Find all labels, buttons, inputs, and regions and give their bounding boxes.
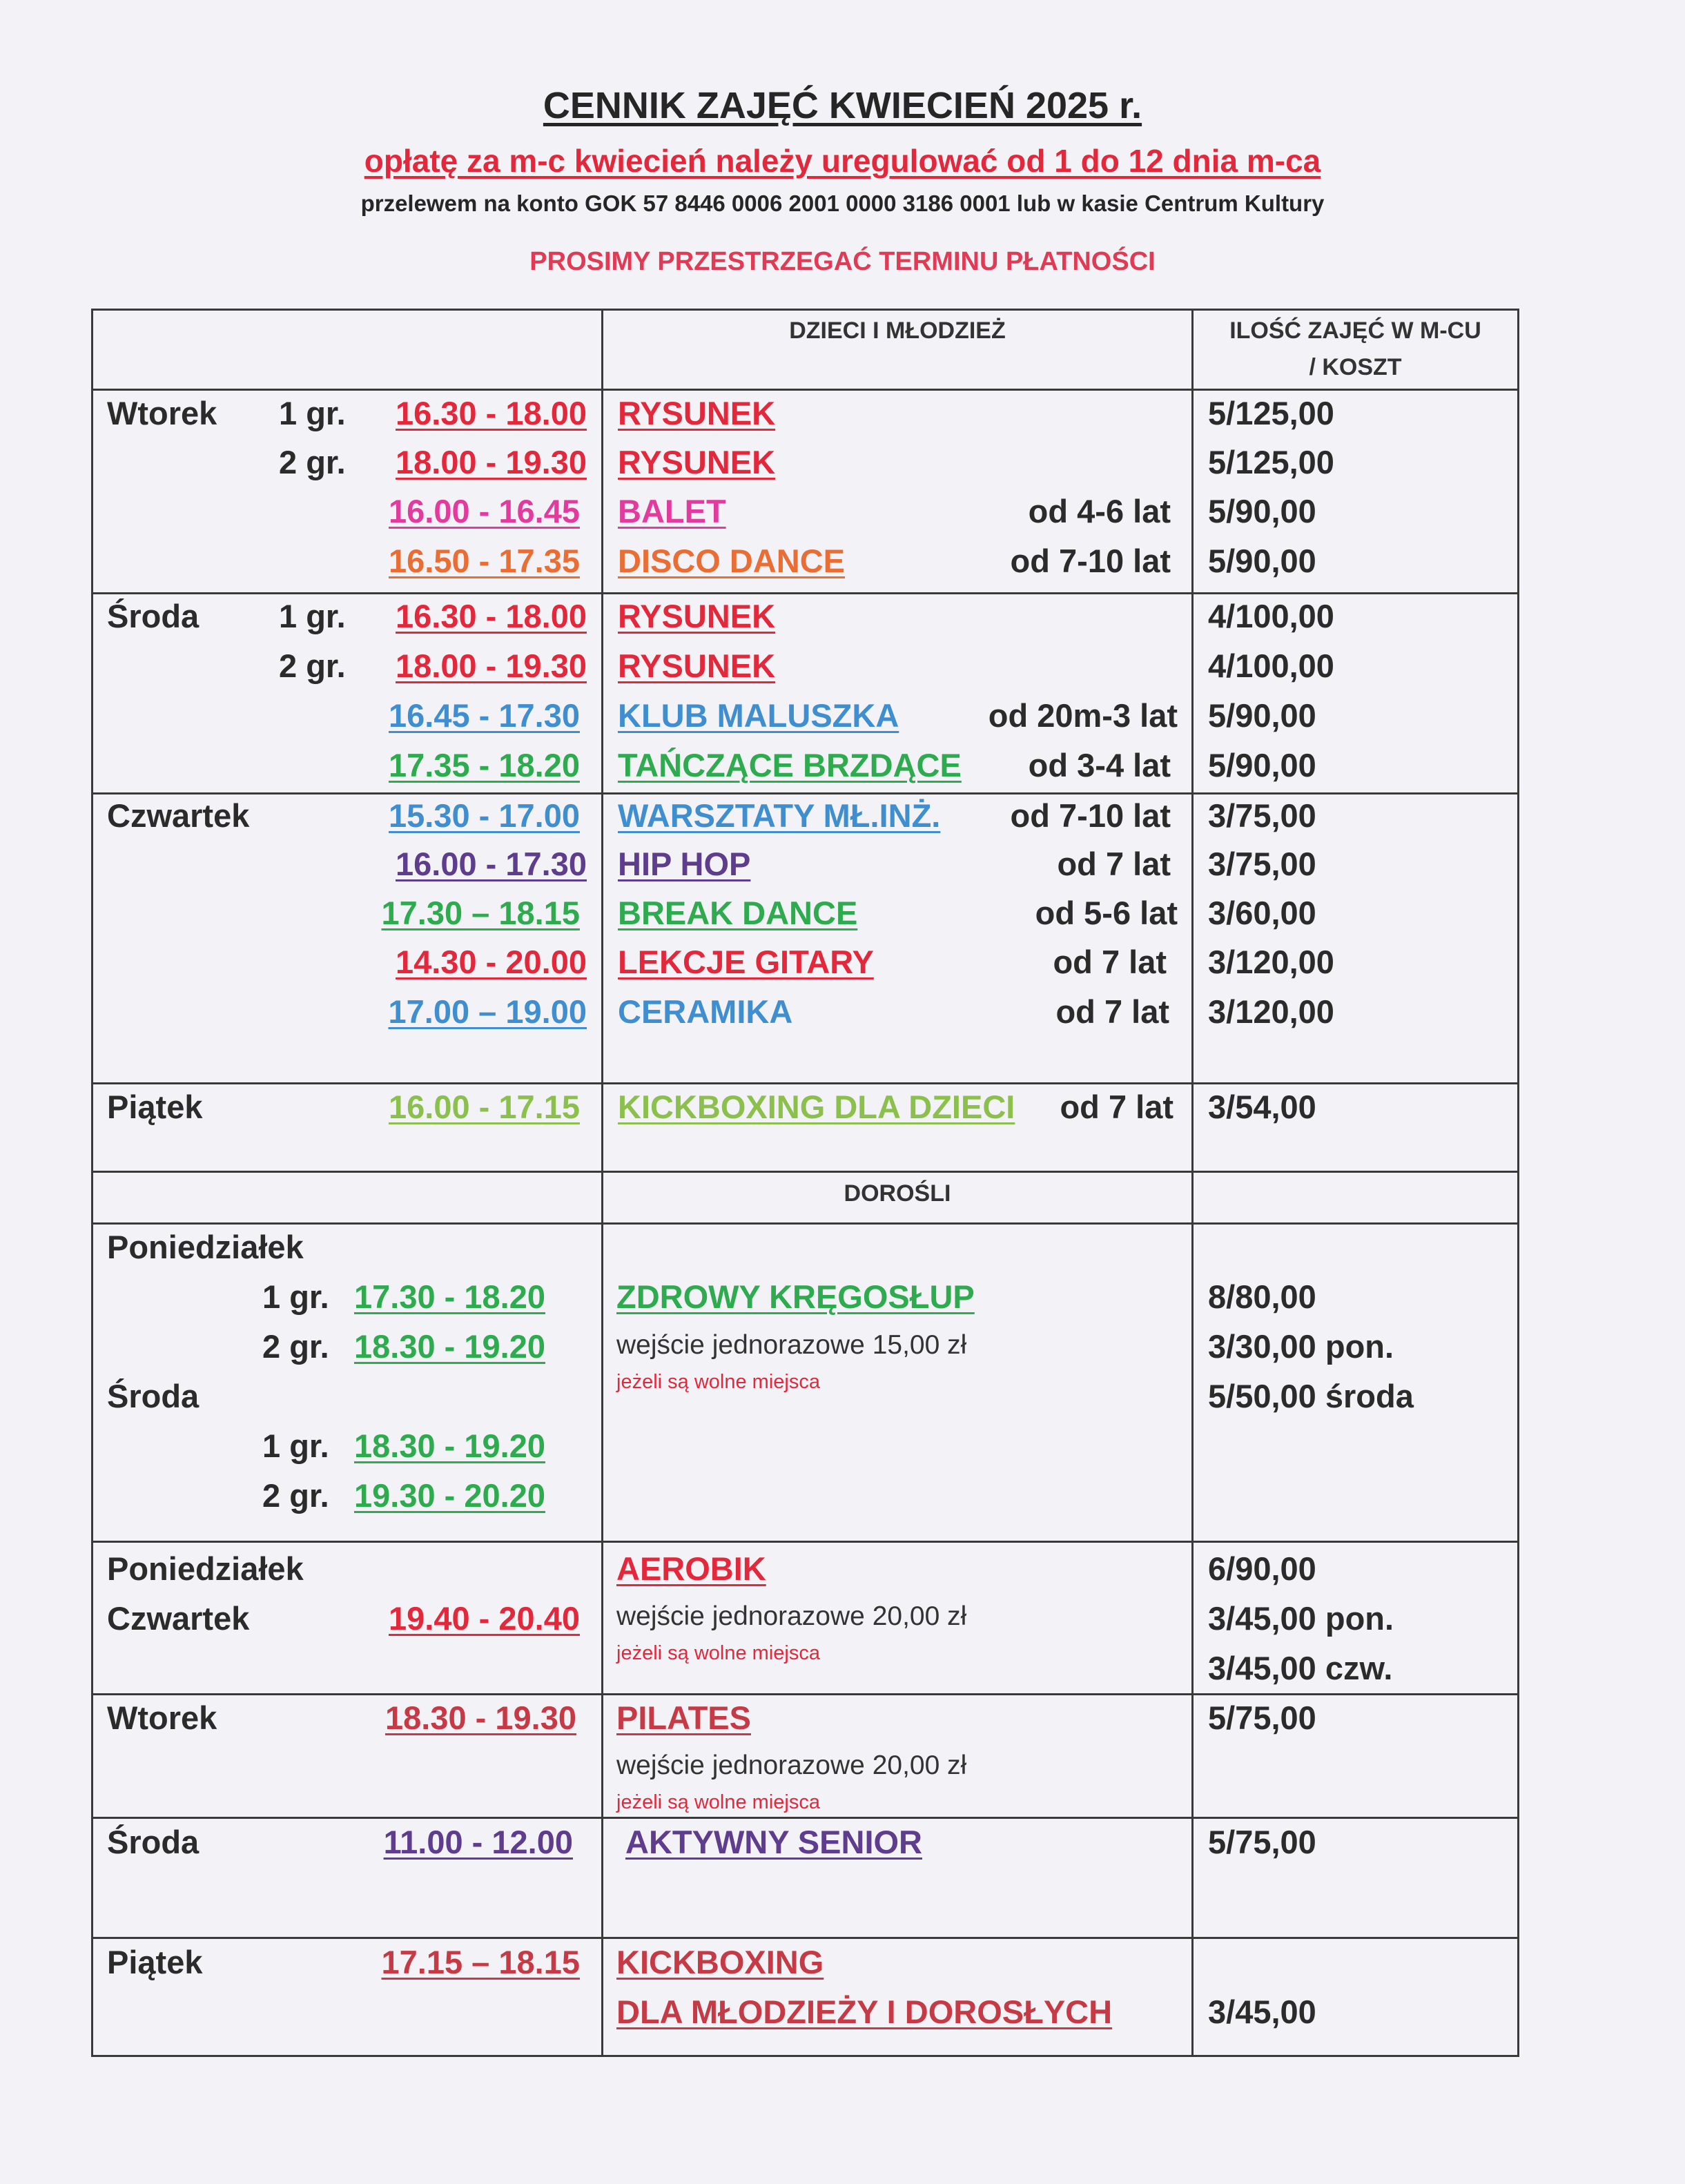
activity-name: ZDROWY KRĘGOSŁUP: [616, 1278, 975, 1315]
adults-section-header: DOROŚLI: [844, 1180, 951, 1207]
price: 4/100,00: [1208, 598, 1334, 634]
availability-note: jeżeli są wolne miejsca: [616, 1791, 820, 1813]
time-range: 11.00 - 12.00: [383, 1824, 573, 1860]
group-label: 2 gr.: [279, 444, 346, 480]
activity-name: BALET: [618, 493, 726, 529]
time-range: 18.30 - 19.30: [385, 1699, 576, 1736]
activity-name: BREAK DANCE: [618, 895, 858, 931]
availability-note: jeżeli są wolne miejsca: [616, 1371, 820, 1393]
table-line: [91, 2055, 1519, 2057]
activity-name: PILATES: [616, 1699, 751, 1736]
table-line: [91, 309, 1519, 311]
day-label: Piątek: [107, 1944, 203, 1980]
group-label: 1 gr.: [262, 1427, 329, 1464]
payment-deadline-notice: opłatę za m-c kwiecień należy uregulować od 1 do 12 dnia m-ca: [364, 143, 1321, 179]
cost-column-header-line2: / KOSZT: [1309, 354, 1402, 380]
activity-name-line2: DLA MŁODZIEŻY I DOROSŁYCH: [616, 1993, 1113, 2030]
age-range: od 4-6 lat: [1028, 493, 1171, 529]
day-label: Wtorek: [107, 395, 217, 431]
table-line: [91, 1171, 1519, 1173]
age-range: od 7-10 lat: [1010, 797, 1171, 834]
price: 3/120,00: [1208, 993, 1334, 1030]
price: 5/125,00: [1208, 395, 1334, 431]
price: 3/54,00: [1208, 1089, 1316, 1125]
cost-column-header-line1: ILOŚĆ ZAJĘĆ W M-CU: [1229, 318, 1481, 344]
group-label: 2 gr.: [262, 1477, 329, 1514]
table-border-right: [1517, 309, 1519, 2057]
day-label: Środa: [107, 598, 199, 634]
activity-name: RYSUNEK: [618, 598, 776, 634]
group-label: 1 gr.: [279, 598, 346, 634]
table-line: [91, 1541, 1519, 1543]
price: 3/45,00 pon.: [1208, 1600, 1394, 1637]
table-divider-2: [1191, 309, 1194, 2057]
time-range: 18.30 - 19.20: [354, 1328, 545, 1365]
activity-name: TAŃCZĄCE BRZDĄCE: [618, 747, 962, 783]
day-label: Środa: [107, 1378, 199, 1414]
age-range: od 7 lat: [1057, 846, 1171, 882]
age-range: od 3-4 lat: [1028, 747, 1171, 783]
availability-note: jeżeli są wolne miejsca: [616, 1642, 820, 1664]
age-range: od 20m-3 lat: [988, 697, 1178, 734]
day-label: Środa: [107, 1824, 199, 1860]
table-line: [91, 1693, 1519, 1695]
day-label: Poniedziałek: [107, 1550, 304, 1587]
price: 4/100,00: [1208, 647, 1334, 684]
day-label: Piątek: [107, 1089, 203, 1125]
time-range: 16.00 - 17.30: [396, 846, 587, 882]
activity-name: RYSUNEK: [618, 395, 776, 431]
age-range: od 7-10 lat: [1010, 543, 1171, 579]
time-range: 19.30 - 20.20: [354, 1477, 545, 1514]
time-range: 16.00 - 17.15: [389, 1089, 580, 1125]
day-label: Czwartek: [107, 797, 250, 834]
table-border-left: [91, 309, 93, 2057]
price: 3/45,00 czw.: [1208, 1650, 1393, 1686]
activity-name: CERAMIKA: [618, 993, 793, 1030]
time-range: 18.00 - 19.30: [396, 444, 587, 480]
price: 3/75,00: [1208, 846, 1316, 882]
activity-name: AKTYWNY SENIOR: [625, 1824, 922, 1860]
time-range: 19.40 - 20.40: [389, 1600, 580, 1637]
group-label: 1 gr.: [279, 395, 346, 431]
activity-name: DISCO DANCE: [618, 543, 846, 579]
time-range: 17.35 - 18.20: [389, 747, 580, 783]
price: 5/90,00: [1208, 747, 1316, 783]
table-line: [91, 1937, 1519, 1939]
group-label: 2 gr.: [262, 1328, 329, 1365]
group-label: 2 gr.: [279, 647, 346, 684]
day-label: Poniedziałek: [107, 1229, 304, 1265]
price: 5/50,00 środa: [1208, 1378, 1414, 1414]
price: 3/75,00: [1208, 797, 1316, 834]
activity-name: RYSUNEK: [618, 647, 776, 684]
time-range: 15.30 - 17.00: [389, 797, 580, 834]
payment-account-info: przelewem na konto GOK 57 8446 0006 2001 0000 3186 0001 lub w kasie Centrum Kultury: [360, 191, 1325, 216]
single-entry-price: wejście jednorazowe 20,00 zł: [616, 1751, 967, 1780]
price: 5/125,00: [1208, 444, 1334, 480]
single-entry-price: wejście jednorazowe 15,00 zł: [616, 1330, 967, 1360]
activity-name: KICKBOXING: [616, 1944, 824, 1980]
price: 5/90,00: [1208, 697, 1316, 734]
price: 3/30,00 pon.: [1208, 1328, 1394, 1365]
time-range: 14.30 - 20.00: [396, 944, 587, 980]
activity-name: HIP HOP: [618, 846, 751, 882]
day-label: Czwartek: [107, 1600, 250, 1637]
age-range: od 7 lat: [1060, 1089, 1173, 1125]
activity-name: LEKCJE GITARY: [618, 944, 874, 980]
table-line: [91, 592, 1519, 594]
price: 5/90,00: [1208, 493, 1316, 529]
price: 3/120,00: [1208, 944, 1334, 980]
age-range: od 5-6 lat: [1035, 895, 1178, 931]
time-range: 16.50 - 17.35: [389, 543, 580, 579]
price: 5/90,00: [1208, 543, 1316, 579]
table-line: [91, 1222, 1519, 1225]
price: 3/60,00: [1208, 895, 1316, 931]
time-range: 17.15 – 18.15: [381, 1944, 580, 1980]
activity-name: WARSZTATY MŁ.INŻ.: [618, 797, 941, 834]
time-range: 16.45 - 17.30: [389, 697, 580, 734]
table-line: [91, 792, 1519, 794]
time-range: 16.30 - 18.00: [396, 395, 587, 431]
day-label: Wtorek: [107, 1699, 217, 1736]
table-line: [91, 389, 1519, 391]
activity-name: KICKBOXING DLA DZIECI: [618, 1089, 1015, 1125]
activity-name: RYSUNEK: [618, 444, 776, 480]
time-range: 17.00 – 19.00: [388, 993, 587, 1030]
time-range: 18.00 - 19.30: [396, 647, 587, 684]
price: 5/75,00: [1208, 1824, 1316, 1860]
price: 5/75,00: [1208, 1699, 1316, 1736]
price: 8/80,00: [1208, 1278, 1316, 1315]
time-range: 17.30 – 18.15: [381, 895, 580, 931]
time-range: 17.30 - 18.20: [354, 1278, 545, 1315]
table-line: [91, 1082, 1519, 1084]
price: 3/45,00: [1208, 1993, 1316, 2030]
age-range: od 7 lat: [1055, 993, 1169, 1030]
time-range: 18.30 - 19.20: [354, 1427, 545, 1464]
price: 6/90,00: [1208, 1550, 1316, 1587]
activity-name: KLUB MALUSZKA: [618, 697, 899, 734]
group-label: 1 gr.: [262, 1278, 329, 1315]
age-range: od 7 lat: [1053, 944, 1167, 980]
page-title: CENNIK ZAJĘĆ KWIECIEŃ 2025 r.: [543, 85, 1142, 126]
time-range: 16.00 - 16.45: [389, 493, 580, 529]
activity-name: AEROBIK: [616, 1550, 766, 1587]
payment-appeal: PROSIMY PRZESTRZEGAĆ TERMINU PŁATNOŚCI: [529, 247, 1156, 276]
single-entry-price: wejście jednorazowe 20,00 zł: [616, 1601, 967, 1631]
children-section-header: DZIECI I MŁODZIEŻ: [789, 318, 1006, 344]
time-range: 16.30 - 18.00: [396, 598, 587, 634]
